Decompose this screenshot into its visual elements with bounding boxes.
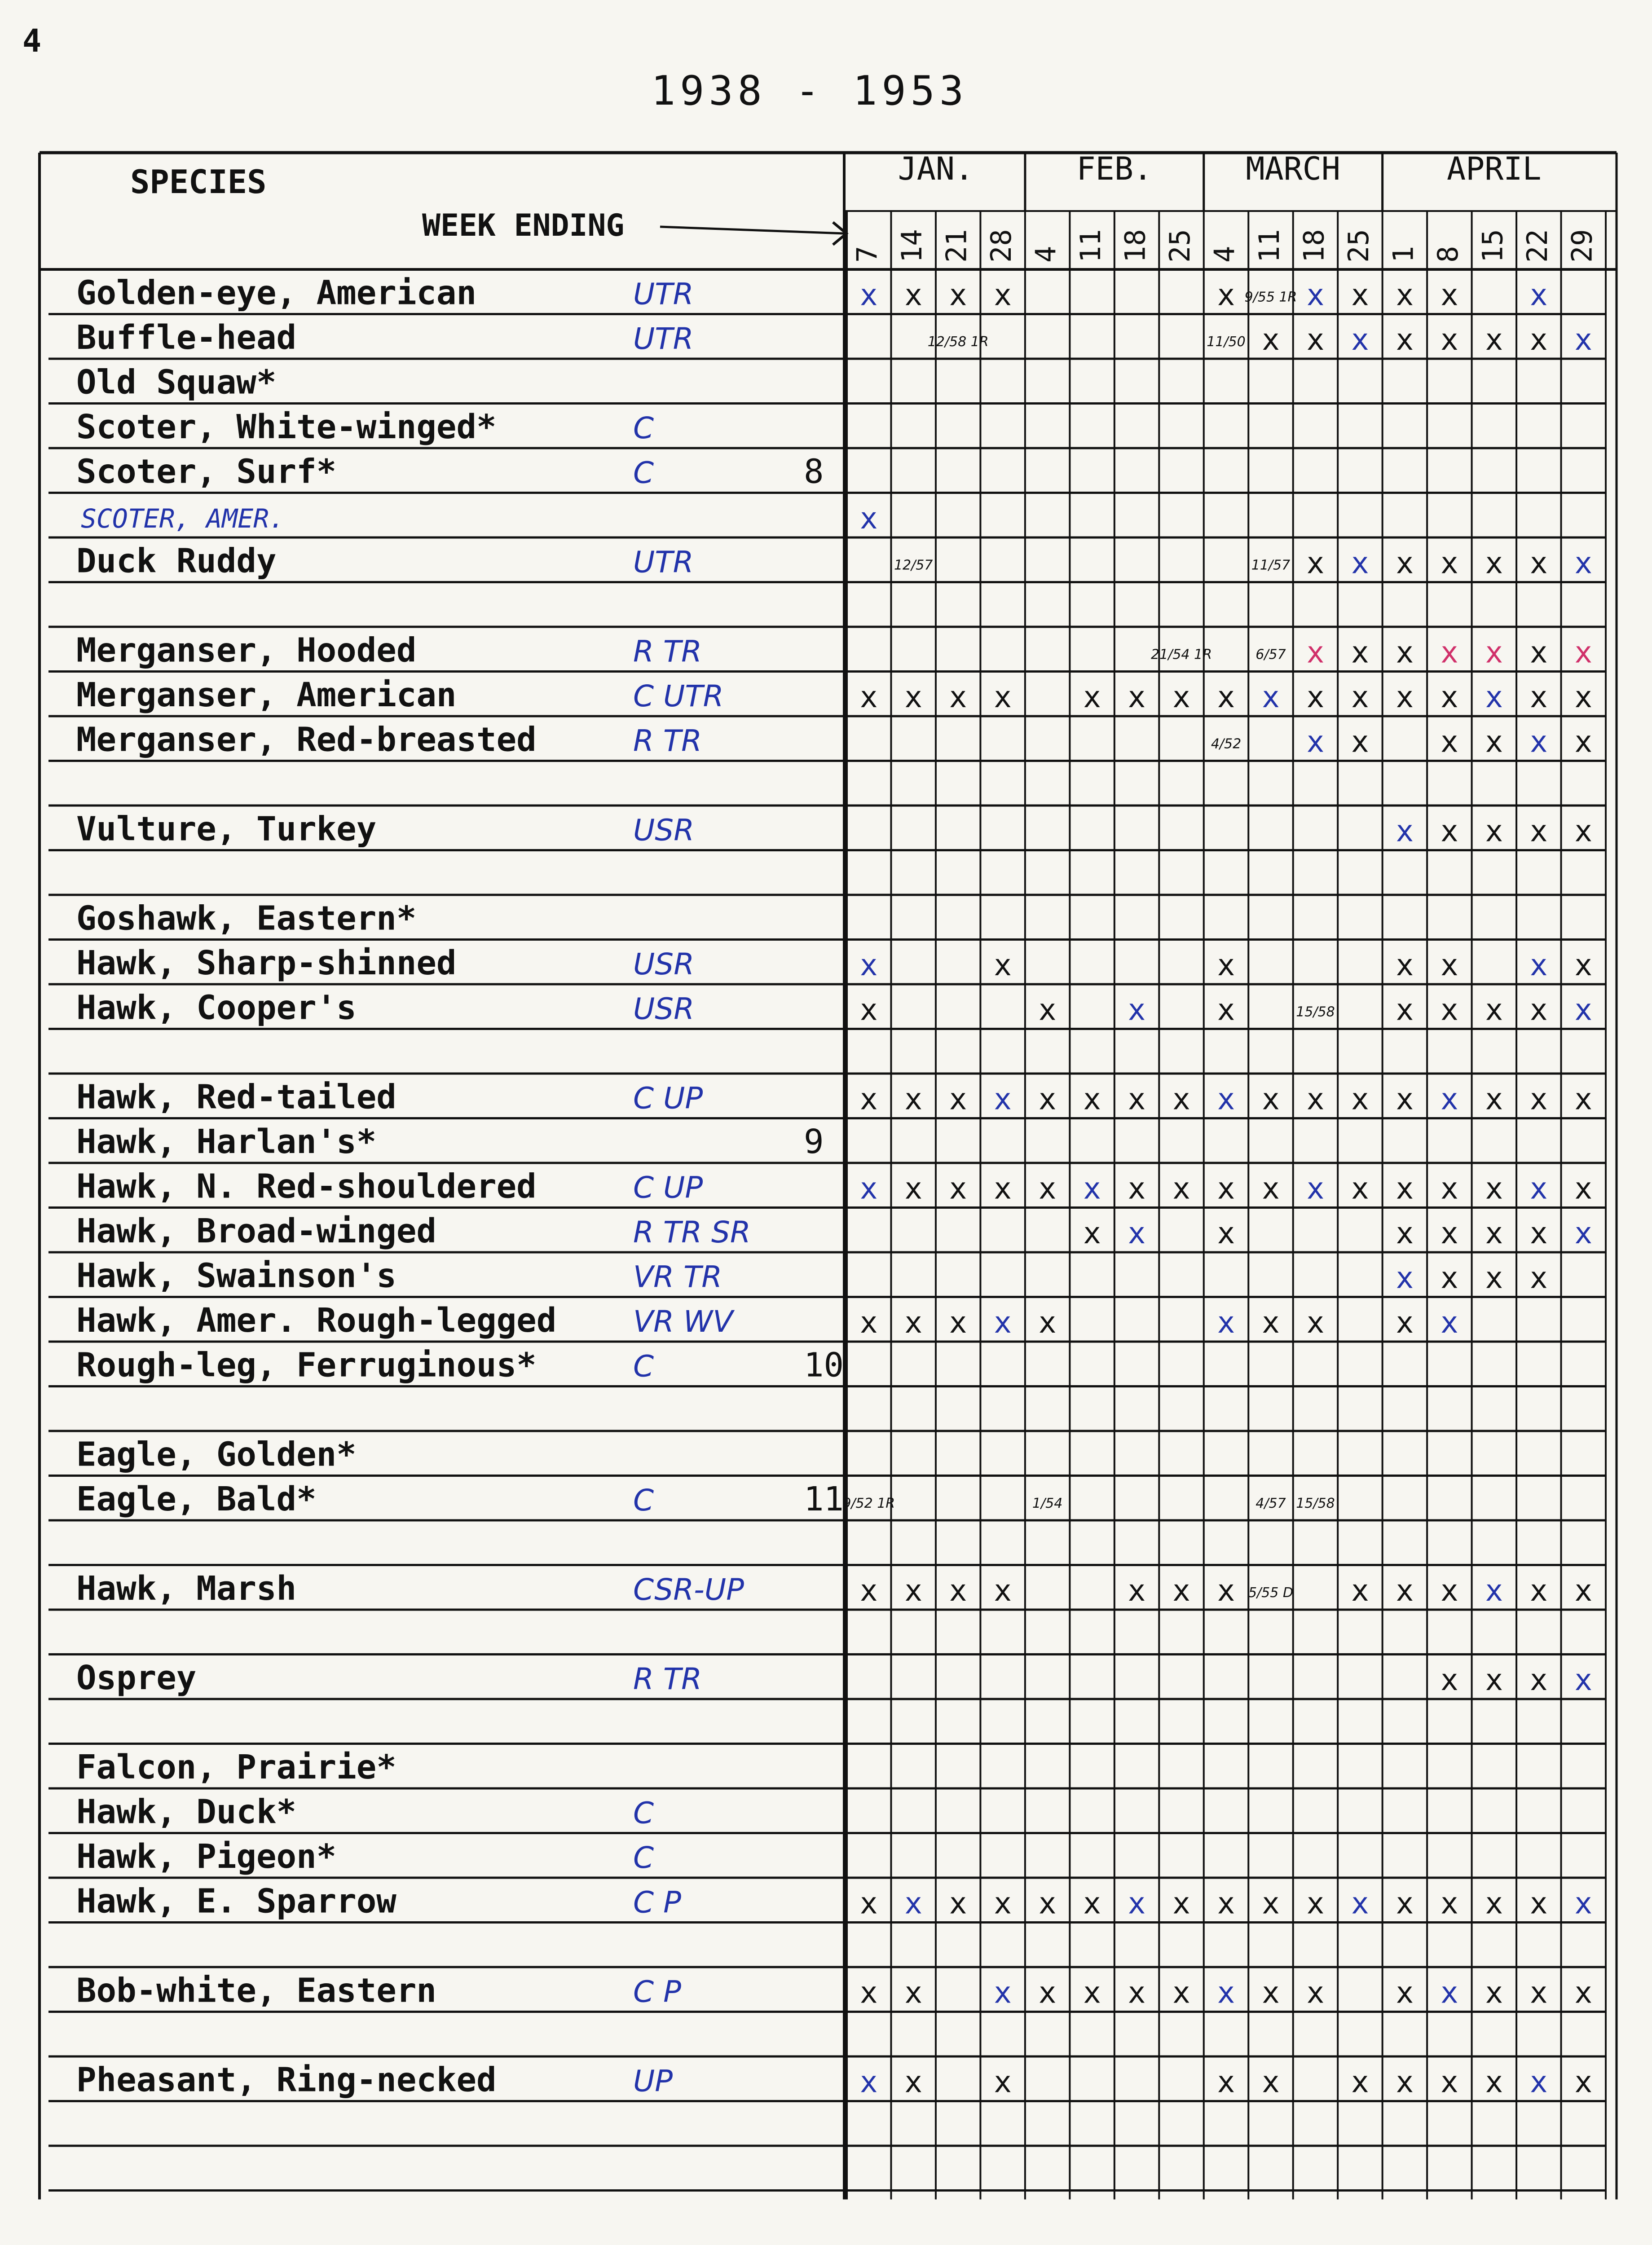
observation-mark: x <box>1306 680 1325 714</box>
observation-mark: x <box>1306 635 1325 670</box>
observation-mark: x <box>1128 1082 1146 1117</box>
observation-mark: x <box>859 1305 878 1340</box>
observation-mark: x <box>1262 1305 1280 1340</box>
observation-mark: x <box>1396 1082 1414 1117</box>
observation-mark: x <box>1351 1171 1369 1206</box>
date-annotation: 1/54 <box>1032 1496 1063 1511</box>
observation-mark: x <box>1529 546 1548 581</box>
day-label: 29 <box>1565 229 1599 263</box>
observation-mark: x <box>904 2065 923 2100</box>
species-name: Falcon, Prairie* <box>76 1748 396 1787</box>
observation-mark: x <box>1306 322 1325 357</box>
observation-mark: x <box>994 1305 1012 1340</box>
observation-mark: x <box>994 1082 1012 1117</box>
observation-mark: x <box>904 1886 923 1921</box>
observation-mark: x <box>1351 2065 1369 2100</box>
species-name: Hawk, Marsh <box>76 1569 297 1608</box>
observation-mark: x <box>1396 322 1414 357</box>
observation-mark: x <box>1574 2065 1593 2100</box>
status-code: UTR <box>633 277 694 312</box>
observation-mark: x <box>994 277 1012 313</box>
species-name: Hawk, Harlan's* <box>76 1122 377 1161</box>
observation-mark: x <box>1440 1573 1458 1608</box>
species-name: Hawk, Pigeon* <box>76 1837 337 1876</box>
observation-mark: x <box>1440 724 1458 759</box>
status-code: C <box>633 1796 654 1831</box>
observation-mark: x <box>1217 1216 1235 1250</box>
observation-mark: x <box>1172 1171 1190 1206</box>
species-name: Rough-leg, Ferruginous* <box>76 1346 537 1385</box>
date-annotation: 4/57 <box>1256 1496 1286 1511</box>
observation-mark: x <box>994 1171 1012 1206</box>
observation-mark: x <box>1574 1171 1593 1206</box>
date-annotation: 9/52 1R <box>842 1496 895 1511</box>
observation-mark: x <box>1172 1573 1190 1608</box>
species-name: Hawk, Amer. Rough-legged <box>76 1301 557 1340</box>
date-annotation: 15/58 <box>1296 1496 1335 1511</box>
observation-mark: x <box>994 948 1012 982</box>
observation-mark: x <box>1262 1171 1280 1206</box>
observation-mark: x <box>1440 2065 1458 2100</box>
observation-mark: x <box>1574 1216 1593 1250</box>
observation-mark: x <box>1083 1886 1101 1921</box>
observation-mark: x <box>1485 1886 1503 1921</box>
status-code: C <box>633 411 654 445</box>
observation-mark: x <box>1217 992 1235 1027</box>
day-label: 7 <box>850 246 884 263</box>
status-code: R TR <box>633 634 702 669</box>
day-label: 22 <box>1520 229 1554 263</box>
species-name: Eagle, Bald* <box>76 1480 317 1519</box>
observation-mark: x <box>1529 635 1548 670</box>
observation-mark: x <box>1485 1171 1503 1206</box>
observation-mark: x <box>1440 1305 1458 1340</box>
observation-mark: x <box>1440 1260 1458 1295</box>
observation-mark: x <box>1485 635 1503 670</box>
observation-mark: x <box>1217 1305 1235 1340</box>
observation-mark: x <box>1485 724 1503 759</box>
observation-mark: x <box>1574 546 1593 581</box>
observation-mark: x <box>1574 1886 1593 1921</box>
observation-mark: x <box>859 992 878 1027</box>
observation-mark: x <box>1440 680 1458 714</box>
day-label: 25 <box>1163 229 1197 263</box>
observation-mark: x <box>1217 948 1235 982</box>
day-label: 8 <box>1431 246 1464 263</box>
observation-mark: x <box>1440 1216 1458 1250</box>
observation-mark: x <box>1440 546 1458 581</box>
observation-mark: x <box>949 680 967 714</box>
page-title: 1938 - 1953 <box>651 67 969 114</box>
observation-mark: x <box>1083 1171 1101 1206</box>
observation-mark: x <box>1529 814 1548 849</box>
observation-mark: x <box>1351 322 1369 357</box>
observation-mark: x <box>1396 680 1414 714</box>
observation-mark: x <box>1396 2065 1414 2100</box>
observation-mark: x <box>1574 948 1593 982</box>
observation-mark: x <box>1396 1975 1414 2010</box>
month-label: APRIL <box>1446 150 1542 187</box>
observation-mark: x <box>904 1975 923 2010</box>
status-code: USR <box>633 947 695 982</box>
observation-mark: x <box>994 1975 1012 2010</box>
observation-mark: x <box>1396 546 1414 581</box>
observation-mark: x <box>949 1082 967 1117</box>
observation-mark: x <box>1574 1975 1593 2010</box>
observation-mark: x <box>1172 1975 1190 2010</box>
day-label: 15 <box>1476 229 1509 263</box>
species-name: SCOTER, AMER. <box>81 503 285 534</box>
species-name: Merganser, Hooded <box>76 631 417 670</box>
observation-mark: x <box>1485 992 1503 1027</box>
date-annotation: 9/55 1R <box>1244 289 1297 305</box>
species-name: Hawk, Cooper's <box>76 988 357 1027</box>
observation-mark: x <box>1083 1082 1101 1117</box>
observation-mark: x <box>1217 1975 1235 2010</box>
observation-mark: x <box>904 680 923 714</box>
footnote-ref: 10 <box>804 1346 844 1385</box>
observation-mark: x <box>1351 635 1369 670</box>
observation-mark: x <box>1172 1082 1190 1117</box>
species-name: Hawk, E. Sparrow <box>76 1882 396 1921</box>
observation-mark: x <box>1351 1082 1369 1117</box>
observation-mark: x <box>1262 2065 1280 2100</box>
observation-mark: x <box>1440 1886 1458 1921</box>
observation-mark: x <box>1038 1886 1057 1921</box>
observation-mark: x <box>1306 277 1325 313</box>
observation-mark: x <box>1128 992 1146 1027</box>
observation-mark: x <box>859 2065 878 2100</box>
month-label: JAN. <box>898 150 974 187</box>
observation-mark: x <box>1574 724 1593 759</box>
observation-mark: x <box>1485 1082 1503 1117</box>
observation-mark: x <box>859 680 878 714</box>
observation-mark: x <box>859 1975 878 2010</box>
status-code: USR <box>633 813 695 848</box>
observation-mark: x <box>1574 814 1593 849</box>
observation-mark: x <box>1529 1216 1548 1250</box>
observation-mark: x <box>1485 1260 1503 1295</box>
observation-mark: x <box>1485 322 1503 357</box>
species-name: Golden-eye, American <box>76 273 477 313</box>
species-name: Bob-white, Eastern <box>76 1971 436 2010</box>
observation-mark: x <box>1529 322 1548 357</box>
observation-mark: x <box>859 501 878 536</box>
observation-mark: x <box>859 948 878 982</box>
observation-mark: x <box>1396 635 1414 670</box>
species-name: Eagle, Golden* <box>76 1435 357 1474</box>
observation-mark: x <box>1351 546 1369 581</box>
observation-mark: x <box>1485 2065 1503 2100</box>
observation-mark: x <box>1396 1260 1414 1295</box>
observation-mark: x <box>1262 1975 1280 2010</box>
month-label: FEB. <box>1076 150 1153 187</box>
status-code: UTR <box>633 545 694 580</box>
observation-mark: x <box>994 1573 1012 1608</box>
observation-mark: x <box>1440 277 1458 313</box>
observation-mark: x <box>904 1305 923 1340</box>
day-label: 1 <box>1387 246 1420 263</box>
species-name: Goshawk, Eastern* <box>76 899 417 938</box>
observation-mark: x <box>1529 724 1548 759</box>
observation-mark: x <box>1574 1082 1593 1117</box>
observation-mark: x <box>1306 1305 1325 1340</box>
observation-mark: x <box>949 1573 967 1608</box>
observation-mark: x <box>1217 1082 1235 1117</box>
observation-mark: x <box>1574 992 1593 1027</box>
status-code: VR WV <box>633 1304 733 1339</box>
observation-mark: x <box>994 680 1012 714</box>
observation-mark: x <box>1574 1663 1593 1697</box>
observation-mark: x <box>949 1886 967 1921</box>
species-name: Osprey <box>76 1659 197 1697</box>
observation-mark: x <box>949 1171 967 1206</box>
species-header: SPECIES <box>130 163 267 201</box>
observation-mark: x <box>1396 1573 1414 1608</box>
observation-mark: x <box>1306 724 1325 759</box>
observation-mark: x <box>1038 1082 1057 1117</box>
observation-mark: x <box>994 1886 1012 1921</box>
date-annotation: 5/55 D <box>1248 1585 1293 1601</box>
observation-mark: x <box>1440 635 1458 670</box>
observation-mark: x <box>1038 1975 1057 2010</box>
observation-mark: x <box>1306 1082 1325 1117</box>
status-code: UP <box>633 2064 673 2099</box>
day-label: 18 <box>1297 229 1330 263</box>
species-name: Buffle-head <box>76 318 297 357</box>
month-label: MARCH <box>1246 150 1341 187</box>
observation-mark: x <box>1351 680 1369 714</box>
page-number: 4 <box>22 22 42 59</box>
observation-mark: x <box>1440 1082 1458 1117</box>
observation-mark: x <box>1440 992 1458 1027</box>
status-code: C UP <box>633 1081 703 1116</box>
species-name: Hawk, Swainson's <box>76 1256 396 1295</box>
observation-mark: x <box>1485 1216 1503 1250</box>
week-ending-arrow <box>660 227 844 233</box>
species-name: Hawk, Sharp-shinned <box>76 944 457 982</box>
day-label: 21 <box>940 229 973 263</box>
observation-mark: x <box>1529 992 1548 1027</box>
observation-mark: x <box>1351 724 1369 759</box>
observation-mark: x <box>1529 1082 1548 1117</box>
observation-mark: x <box>859 1886 878 1921</box>
observation-mark: x <box>1440 1975 1458 2010</box>
status-code: R TR <box>633 723 702 758</box>
footnote-ref: 11 <box>804 1480 844 1519</box>
status-code: C <box>633 1483 654 1518</box>
species-name: Duck Ruddy <box>76 541 277 581</box>
observation-mark: x <box>1262 322 1280 357</box>
date-annotation: 12/58 1R <box>927 334 989 350</box>
species-name: Hawk, Red-tailed <box>76 1078 396 1117</box>
observation-mark: x <box>1396 1886 1414 1921</box>
observation-mark: x <box>1574 322 1593 357</box>
species-name: Hawk, Duck* <box>76 1792 297 1831</box>
observation-mark: x <box>1083 1975 1101 2010</box>
observation-mark: x <box>859 1171 878 1206</box>
observation-mark: x <box>1083 1216 1101 1250</box>
observation-mark: x <box>1217 1171 1235 1206</box>
status-code: C P <box>633 1974 681 2009</box>
observation-mark: x <box>1306 1975 1325 2010</box>
observation-mark: x <box>1217 2065 1235 2100</box>
observation-mark: x <box>1396 1216 1414 1250</box>
day-label: 4 <box>1029 246 1062 263</box>
footnote-ref: 8 <box>804 452 824 491</box>
observation-mark: x <box>1574 635 1593 670</box>
observation-mark: x <box>1529 1886 1548 1921</box>
observation-mark: x <box>1217 680 1235 714</box>
date-annotation: 12/57 <box>894 557 933 573</box>
observation-mark: x <box>1396 814 1414 849</box>
status-code: CSR-UP <box>633 1572 744 1607</box>
species-name: Pheasant, Ring-necked <box>76 2060 497 2100</box>
observation-mark: x <box>1217 277 1235 313</box>
observation-mark: x <box>1529 1573 1548 1608</box>
observation-mark: x <box>859 1082 878 1117</box>
footnote-ref: 9 <box>804 1122 824 1161</box>
observation-mark: x <box>1574 1573 1593 1608</box>
observation-mark: x <box>1440 948 1458 982</box>
observation-mark: x <box>1529 680 1548 714</box>
observation-mark: x <box>1485 814 1503 849</box>
observation-mark: x <box>1172 1886 1190 1921</box>
observation-mark: x <box>1306 1886 1325 1921</box>
observation-mark: x <box>1396 1171 1414 1206</box>
status-code: C <box>633 455 654 490</box>
status-code: VR TR <box>633 1259 722 1294</box>
day-label: 28 <box>985 229 1018 263</box>
observation-mark: x <box>1396 948 1414 982</box>
date-annotation: 11/50 <box>1207 334 1246 350</box>
date-annotation: 4/52 <box>1211 736 1242 752</box>
observation-mark: x <box>904 1573 923 1608</box>
status-code: C <box>633 1840 654 1875</box>
observation-mark: x <box>1351 1886 1369 1921</box>
day-label: 14 <box>895 229 929 263</box>
observation-mark: x <box>994 2065 1012 2100</box>
observation-mark: x <box>1529 1260 1548 1295</box>
observation-mark: x <box>949 1305 967 1340</box>
date-annotation: 11/57 <box>1251 557 1291 573</box>
species-name: Hawk, N. Red-shouldered <box>76 1167 537 1206</box>
day-label: 11 <box>1252 229 1286 263</box>
status-code: R TR SR <box>633 1215 751 1250</box>
observation-mark: x <box>1396 1305 1414 1340</box>
observation-mark: x <box>904 1082 923 1117</box>
observation-mark: x <box>1262 1082 1280 1117</box>
observation-mark: x <box>1306 546 1325 581</box>
observation-mark: x <box>1440 1171 1458 1206</box>
observation-mark: x <box>1485 1573 1503 1608</box>
observation-mark: x <box>1128 1573 1146 1608</box>
observation-mark: x <box>949 277 967 313</box>
observation-mark: x <box>1038 1171 1057 1206</box>
status-code: C UTR <box>633 679 724 713</box>
observation-mark: x <box>1485 1975 1503 2010</box>
observation-mark: x <box>1217 1573 1235 1608</box>
observation-mark: x <box>1217 1886 1235 1921</box>
date-annotation: 15/58 <box>1296 1004 1335 1020</box>
observation-mark: x <box>1128 1975 1146 2010</box>
date-annotation: 6/57 <box>1256 647 1286 663</box>
species-name: Vulture, Turkey <box>76 810 377 849</box>
status-code: UTR <box>633 321 694 356</box>
observation-mark: x <box>1396 277 1414 313</box>
species-name: Scoter, White-winged* <box>76 408 497 446</box>
observation-mark: x <box>859 1573 878 1608</box>
observation-mark: x <box>904 277 923 313</box>
observation-mark: x <box>1128 680 1146 714</box>
observation-mark: x <box>1485 680 1503 714</box>
observation-mark: x <box>1440 1663 1458 1697</box>
observation-mark: x <box>1083 680 1101 714</box>
observation-mark: x <box>1351 1573 1369 1608</box>
observation-mark: x <box>1440 322 1458 357</box>
observation-mark: x <box>1485 546 1503 581</box>
observation-mark: x <box>1529 948 1548 982</box>
species-name: Hawk, Broad-winged <box>76 1212 436 1250</box>
observation-mark: x <box>1038 992 1057 1027</box>
date-annotation: 21/54 1R <box>1151 647 1212 663</box>
observation-mark: x <box>1128 1216 1146 1250</box>
observation-mark: x <box>1128 1171 1146 1206</box>
observation-mark: x <box>1529 1975 1548 2010</box>
species-name: Merganser, Red-breasted <box>76 720 537 759</box>
day-label: 25 <box>1342 229 1375 263</box>
species-name: Old Squaw* <box>76 363 277 402</box>
observation-mark: x <box>1529 1171 1548 1206</box>
observation-mark: x <box>1172 680 1190 714</box>
status-code: C UP <box>633 1170 703 1205</box>
day-label: 4 <box>1208 246 1241 263</box>
observation-mark: x <box>1529 1663 1548 1697</box>
status-code: C <box>633 1349 654 1384</box>
observation-mark: x <box>1262 680 1280 714</box>
status-code: USR <box>633 991 695 1026</box>
observation-mark: x <box>1306 1171 1325 1206</box>
observation-mark: x <box>1529 2065 1548 2100</box>
status-code: C P <box>633 1885 681 1920</box>
observation-mark: x <box>1038 1305 1057 1340</box>
observation-mark: x <box>1529 277 1548 313</box>
week-ending-header: WEEK ENDING <box>422 208 625 243</box>
day-label: 18 <box>1119 229 1152 263</box>
observation-mark: x <box>1574 680 1593 714</box>
observation-mark: x <box>1351 277 1369 313</box>
day-label: 11 <box>1074 229 1107 263</box>
species-name: Merganser, American <box>76 676 457 714</box>
status-code: R TR <box>633 1662 702 1696</box>
observation-mark: x <box>1128 1886 1146 1921</box>
observation-mark: x <box>1262 1886 1280 1921</box>
observation-mark: x <box>1440 814 1458 849</box>
observation-mark: x <box>859 277 878 313</box>
species-name: Scoter, Surf* <box>76 452 337 491</box>
observation-mark: x <box>904 1171 923 1206</box>
observation-mark: x <box>1485 1663 1503 1697</box>
observation-mark: x <box>1396 992 1414 1027</box>
